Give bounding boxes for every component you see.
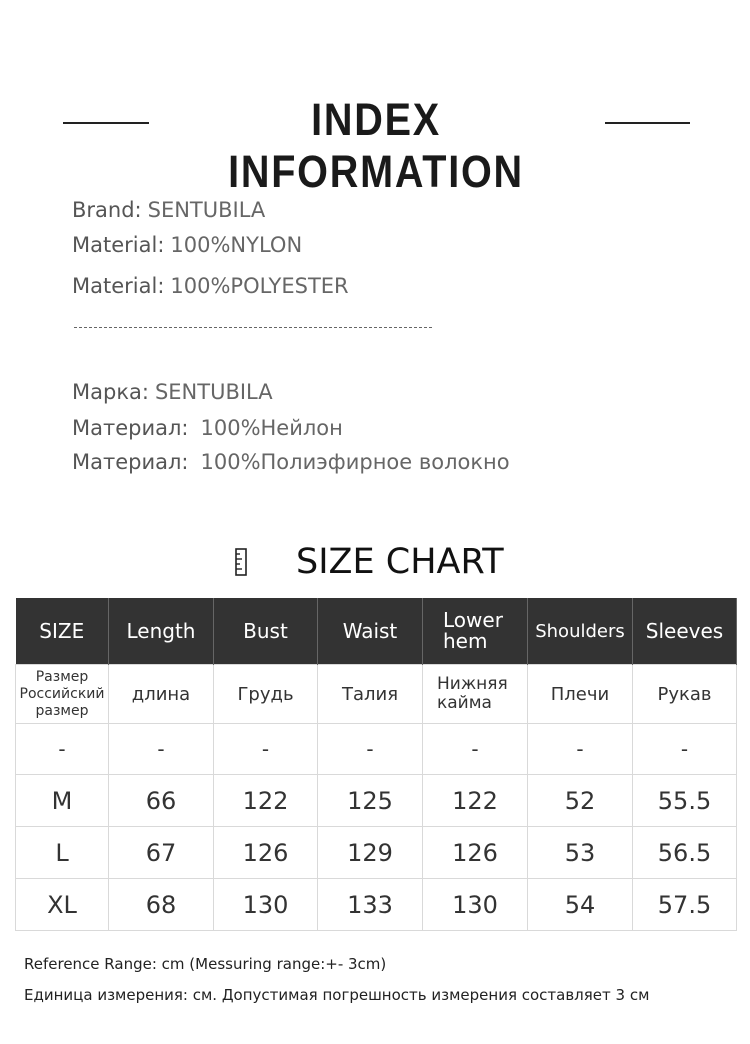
info-brand-en [72, 198, 265, 222]
reference-note-en: Reference Range: cm (Messuring range:+- 3cm) [24, 955, 387, 973]
table-cell: Рукав [633, 665, 737, 724]
table-cell: 125 [318, 775, 423, 827]
table-cell: 126 [214, 827, 318, 879]
table-row [16, 827, 737, 879]
info-value: SENTUBILA [154, 380, 273, 404]
table-cell: - [528, 724, 633, 775]
table-cell: XL [16, 879, 109, 931]
table-cell: 54 [528, 879, 633, 931]
table-cell: - [109, 724, 214, 775]
info-brand-ru [72, 380, 273, 404]
info-label: Material: [72, 274, 165, 298]
info-value: SENTUBILA [147, 198, 266, 222]
column-header: Shoulders [528, 598, 633, 665]
dashed-divider [74, 327, 432, 328]
column-header: Sleeves [633, 598, 737, 665]
table-row [16, 775, 737, 827]
table-cell: 53 [528, 827, 633, 879]
info-label: Марка: [72, 380, 149, 404]
info-value: 100%Нейлон [200, 416, 343, 440]
column-header: Bust [214, 598, 318, 665]
table-cell: - [633, 724, 737, 775]
info-label: Brand: [72, 198, 142, 222]
page-title: INDEX INFORMATION [228, 94, 524, 197]
table-row [16, 665, 737, 724]
column-header: Waist [318, 598, 423, 665]
size-table [15, 598, 737, 931]
info-value: 100%POLYESTER [170, 274, 349, 298]
table-cell: 52 [528, 775, 633, 827]
index-information-header [0, 92, 750, 197]
table-cell: M [16, 775, 109, 827]
size-chart-header [0, 542, 750, 586]
table-cell: 67 [109, 827, 214, 879]
info-material-ru-2 [72, 450, 510, 474]
table-row [16, 879, 737, 931]
reference-note-ru: Единица измерения: см. Допустимая погрешность измерения составляет 3 см [24, 986, 650, 1004]
column-header: Lower hem [423, 598, 528, 665]
table-cell: - [318, 724, 423, 775]
info-value: 100%Полиэфирное волокно [200, 450, 510, 474]
table-cell: 130 [423, 879, 528, 931]
ruler-icon [235, 548, 247, 576]
table-cell: 55.5 [633, 775, 737, 827]
title-divider-right [605, 122, 690, 124]
table-cell: 56.5 [633, 827, 737, 879]
table-header-row [16, 598, 737, 665]
table-cell: - [423, 724, 528, 775]
column-header: SIZE [16, 598, 109, 665]
table-cell: - [214, 724, 318, 775]
table-cell: 66 [109, 775, 214, 827]
table-cell: Размер Российский размер [16, 665, 109, 724]
table-cell: длина [109, 665, 214, 724]
info-label: Материал: [72, 450, 189, 474]
title-divider-left [63, 122, 149, 124]
info-material-en-2 [72, 274, 349, 298]
info-value: 100%NYLON [170, 233, 303, 257]
info-label: Материал: [72, 416, 189, 440]
table-cell: 68 [109, 879, 214, 931]
table-cell: Талия [318, 665, 423, 724]
table-cell: 122 [423, 775, 528, 827]
info-label: Material: [72, 233, 165, 257]
size-chart-title: SIZE CHART [296, 542, 504, 582]
table-cell: - [16, 724, 109, 775]
table-cell: Грудь [214, 665, 318, 724]
table-cell: Нижняя кайма [423, 665, 528, 724]
table-cell: 129 [318, 827, 423, 879]
table-row [16, 724, 737, 775]
table-cell: Плечи [528, 665, 633, 724]
table-cell: 126 [423, 827, 528, 879]
column-header: Length [109, 598, 214, 665]
table-cell: 122 [214, 775, 318, 827]
table-cell: 57.5 [633, 879, 737, 931]
table-cell: 133 [318, 879, 423, 931]
info-material-ru-1 [72, 416, 343, 440]
table-cell: L [16, 827, 109, 879]
table-cell: 130 [214, 879, 318, 931]
info-material-en-1 [72, 233, 302, 257]
